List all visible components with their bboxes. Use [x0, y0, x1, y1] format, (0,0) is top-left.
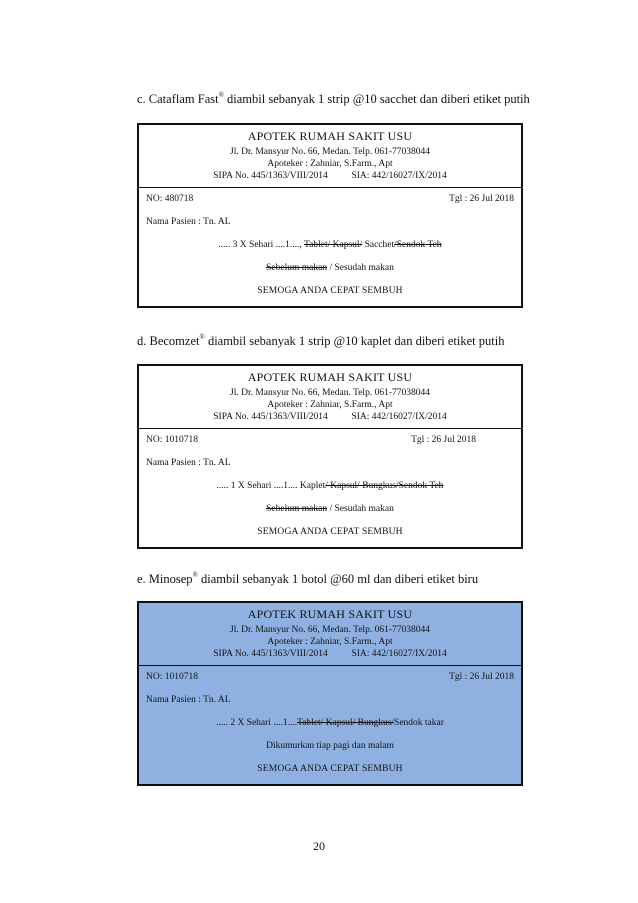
number-date-row: [146, 672, 514, 682]
sia-number: SIA: 442/16027/IX/2014: [351, 171, 447, 181]
license-line: [139, 411, 521, 423]
label-body: [139, 188, 521, 306]
heading-text: e. Minosep: [137, 572, 193, 586]
section-heading-e: [137, 572, 478, 587]
label-body: [139, 429, 521, 547]
pharmacist: Apoteker : Zahniar, S.Farm., Apt: [267, 637, 393, 647]
registered-mark: ®: [218, 91, 224, 99]
timing-line: [146, 741, 514, 751]
dosage-form: Sendok takar: [394, 718, 444, 728]
heading-text: diambil sebanyak 1 strip @10 kaplet dan diberi etiket putih: [204, 334, 505, 348]
label-header: [139, 603, 521, 666]
section-heading-c: [137, 92, 530, 107]
pharmacy-address: Jl. Dr. Mansyur No. 66, Medan. Telp. 061-77038044: [230, 625, 430, 635]
label-header: [139, 366, 521, 429]
section-heading-d: [137, 334, 504, 349]
pharmacist: Apoteker : Zahniar, S.Farm., Apt: [267, 400, 393, 410]
dosage-text: ..... 1 X Sehari ....1.... Kaplet: [216, 481, 326, 491]
patient-name: Nama Pasien : Tn. AL: [146, 458, 231, 468]
number-date-row: [146, 194, 514, 204]
dosage-line: [146, 240, 514, 250]
prescription-date: Tgl : 26 Jul 2018: [449, 194, 514, 204]
license-line: [139, 170, 521, 182]
timing-line: [146, 504, 514, 514]
pharmacy-name: APOTEK RUMAH SAKIT USU: [247, 129, 413, 143]
registered-mark: ®: [192, 571, 198, 579]
dosage-struck: / Kapsul/ Bungkus/Sendok Teh: [325, 481, 444, 491]
sipa-number: SIPA No. 445/1363/VIII/2014: [213, 412, 328, 422]
pharmacy-name: APOTEK RUMAH SAKIT USU: [247, 607, 413, 621]
dosage-text: ..... 2 X Sehari ....1....: [216, 718, 298, 728]
sipa-number: SIPA No. 445/1363/VIII/2014: [213, 171, 328, 181]
heading-text: diambil sebanyak 1 strip @10 sacchet dan diberi etiket putih: [223, 92, 530, 106]
prescription-number: NO: 480718: [146, 194, 194, 204]
dosage-form: Sacchet: [362, 240, 395, 250]
label-header: [139, 125, 521, 188]
pharmacist: Apoteker : Zahniar, S.Farm., Apt: [267, 159, 393, 169]
dosage-line: [146, 481, 514, 491]
label-body: [139, 666, 521, 784]
patient-name: Nama Pasien : Tn. AL: [146, 217, 231, 227]
page-number: 20: [313, 839, 325, 853]
pharmacy-address: Jl. Dr. Mansyur No. 66, Medan. Telp. 061-77038044: [230, 147, 430, 157]
pharmacy-label-d: [137, 364, 523, 549]
timing-text: Dikumurkan tiap pagi dan malam: [266, 741, 394, 751]
timing-line: [146, 263, 514, 273]
pharmacy-label-e: [137, 601, 523, 786]
heading-text: d. Becomzet: [137, 334, 200, 348]
prescription-date: Tgl : 26 Jul 2018: [411, 435, 476, 445]
heading-text: c. Cataflam Fast: [137, 92, 219, 106]
sipa-number: SIPA No. 445/1363/VIII/2014: [213, 649, 328, 659]
patient-name: Nama Pasien : Tn. AL: [146, 695, 231, 705]
dosage-line: [146, 718, 514, 728]
number-date-row: [146, 435, 514, 445]
heading-text: diambil sebanyak 1 botol @60 ml dan diberi etiket biru: [197, 572, 479, 586]
prescription-number: NO: 1010718: [146, 435, 198, 445]
prescription-number: NO: 1010718: [146, 672, 198, 682]
dosage-struck: Tablet/ Kapsul/: [304, 240, 363, 250]
sia-number: SIA: 442/16027/IX/2014: [351, 412, 447, 422]
registered-mark: ®: [199, 333, 205, 341]
pharmacy-label-c: [137, 123, 523, 308]
timing-struck: Sebelum makan: [266, 263, 328, 273]
get-well-message: SEMOGA ANDA CEPAT SEMBUH: [257, 764, 403, 774]
get-well-message: SEMOGA ANDA CEPAT SEMBUH: [257, 527, 403, 537]
prescription-date: Tgl : 26 Jul 2018: [449, 672, 514, 682]
pharmacy-address: Jl. Dr. Mansyur No. 66, Medan. Telp. 061-77038044: [230, 388, 430, 398]
timing-struck: Sebelum makan: [266, 504, 328, 514]
sia-number: SIA: 442/16027/IX/2014: [351, 649, 447, 659]
get-well-message: SEMOGA ANDA CEPAT SEMBUH: [257, 286, 403, 296]
license-line: [139, 648, 521, 660]
dosage-text: ..... 3 X Sehari ....1....,: [218, 240, 305, 250]
pharmacy-name: APOTEK RUMAH SAKIT USU: [247, 370, 413, 384]
dosage-struck: /Sendok Teh: [394, 240, 442, 250]
dosage-struck: Tablet/ Kapsul/ Bungkus/: [297, 718, 395, 728]
timing-text: / Sesudah makan: [327, 504, 394, 514]
timing-text: / Sesudah makan: [327, 263, 394, 273]
